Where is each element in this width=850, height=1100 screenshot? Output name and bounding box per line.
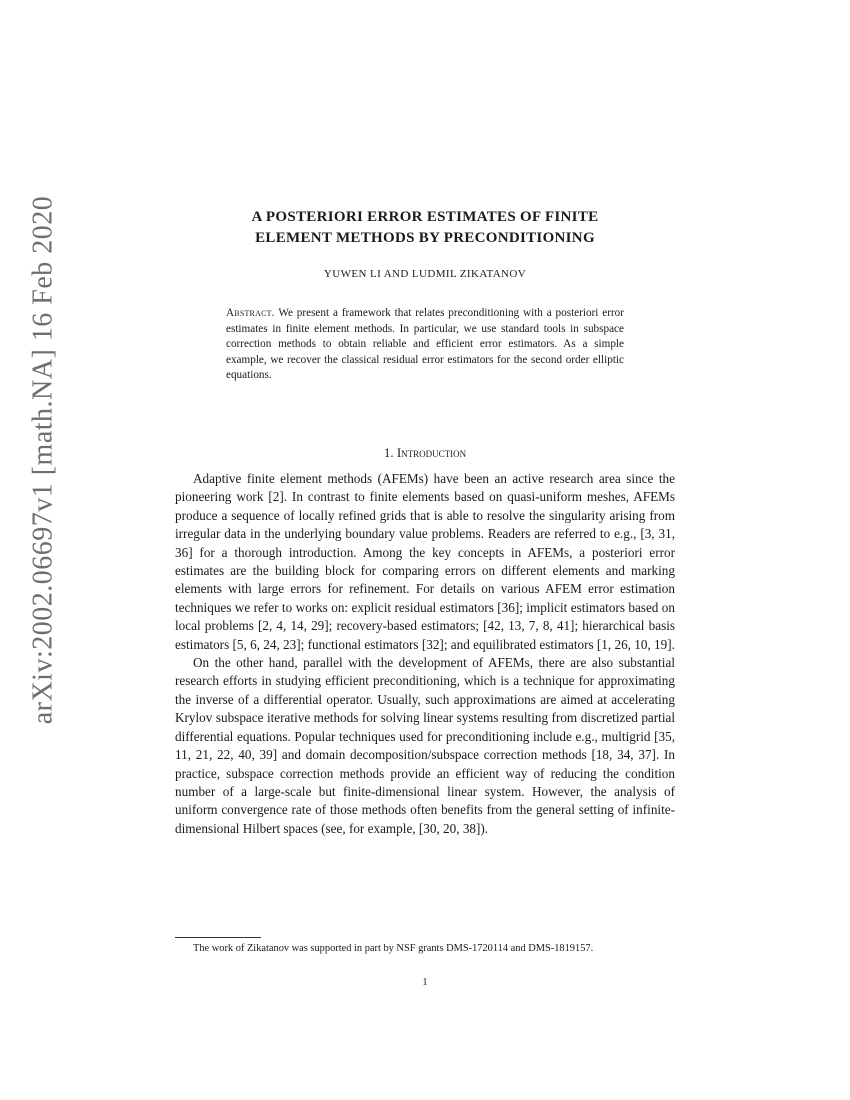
section-title-text: Introduction xyxy=(396,445,467,460)
paper-title xyxy=(175,207,675,249)
body-text xyxy=(175,470,675,838)
abstract xyxy=(226,306,624,384)
arxiv-identifier-text: arXiv:2002.06697v1 [math.NA] 16 Feb 2020 xyxy=(27,195,59,725)
paper-title-line-1: A POSTERIORI ERROR ESTIMATES OF FINITE xyxy=(251,209,599,225)
paragraph: On the other hand, parallel with the development of AFEMs, there are also substantial research efforts in studying efficient preconditioning, which is a technique for approximating the inverse of a differential operator. Usually, such approximations are aimed at accelerating Krylov subspace iterative methods for solving linear systems resulting from discretized partial differential equations. Popular techniques used for preconditioning include e.g., multigrid [35, 11, 21, 22, 40, 39] and domain decomposition/subspace correction methods [18, 34, 37]. In practice, subspace correction methods provide an efficient way of reducing the condition number of a large-scale but finite-dimensional linear system. However, the analysis of uniform convergence rate of those methods often benefits from the general setting of infinite-dimensional Hilbert spaces (see, for example, [30, 20, 38]). xyxy=(175,655,675,836)
paragraph: Adaptive finite element methods (AFEMs) have been an active research area since the pioneering work [2]. In contrast to finite elements based on quasi-uniform meshes, AFEMs produce a sequence of locally refined grids that is able to resolve the singularity arising from irregular data in the underlying boundary value problems. Readers are referred to e.g., [3, 31, 36] for a thorough introduction. Among the key concepts in AFEMs, a posteriori error estimates are the building block for comparing errors on different elements and marking elements with large errors for refinement. For details on various AFEM error estimation techniques we refer to works on: explicit residual estimators [36]; implicit estimators based on local problems [2, 4, 14, 29]; recovery-based estimators; [42, 13, 7, 8, 41]; hierarchical basis estimators [5, 6, 24, 23]; functional estimators [32]; and equilibrated estimators [1, 26, 10, 19]. xyxy=(175,471,675,652)
page-number: 1 xyxy=(422,977,428,988)
footnote-divider xyxy=(175,937,261,938)
abstract-text: We present a framework that relates preconditioning with a posteriori error estimates in finite element methods. In particular, we use standard tools in subspace correction methods to obtain reliable and efficient error estimators. As a simple example, we recover the classical residual error estimators for the second order elliptic equations. xyxy=(226,307,624,382)
footnote: The work of Zikatanov was supported in part by NSF grants DMS-1720114 and DMS-1819157. xyxy=(193,943,594,954)
section-number: 1. xyxy=(383,445,394,460)
section-heading xyxy=(175,445,675,461)
paper-authors: YUWEN LI AND LUDMIL ZIKATANOV xyxy=(323,268,527,280)
paper-title-line-2: ELEMENT METHODS BY PRECONDITIONING xyxy=(255,230,595,246)
abstract-label: Abstract. xyxy=(226,307,275,319)
arxiv-identifier-stamp xyxy=(18,195,68,725)
